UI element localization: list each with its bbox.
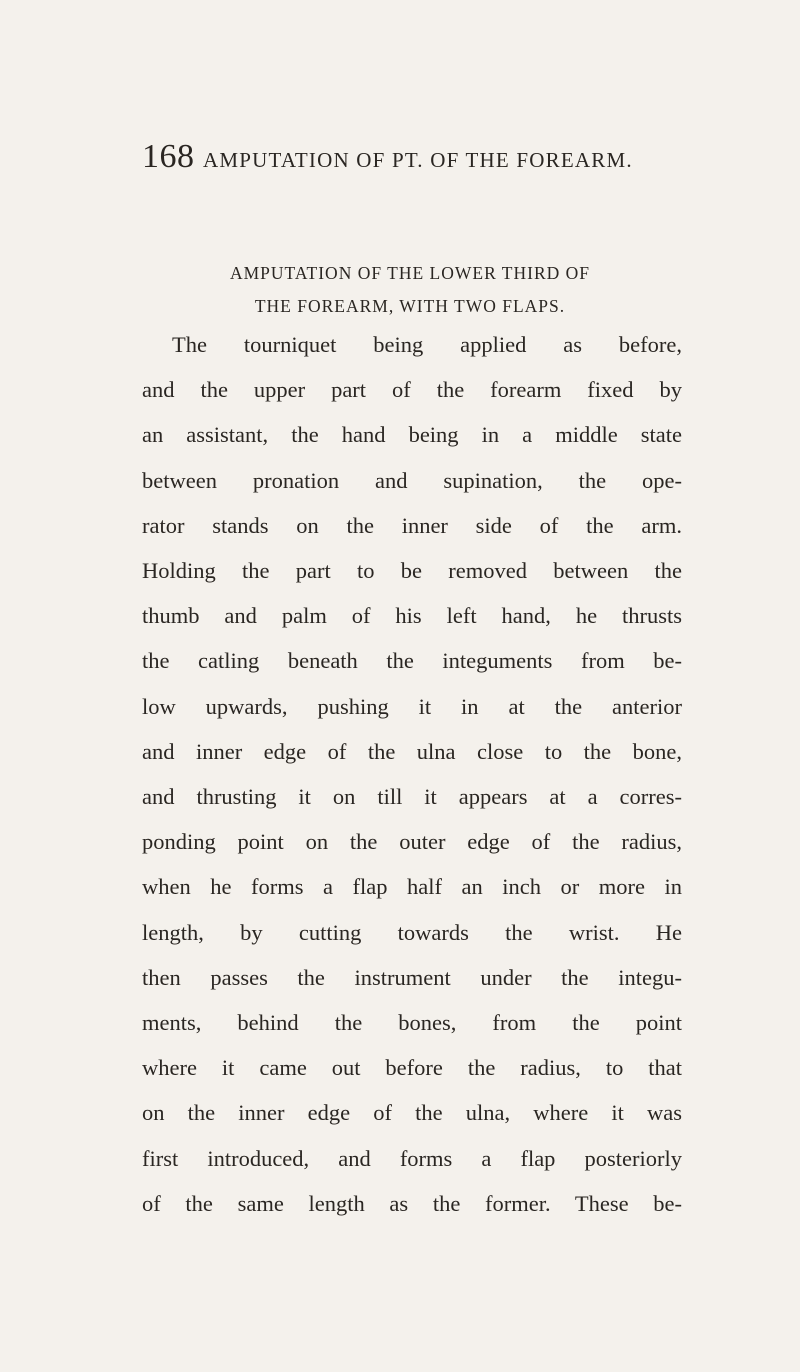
paragraph-line: the catling beneath the integuments from be-	[142, 648, 682, 674]
paragraph-line: and inner edge of the ulna close to the bone,	[142, 738, 682, 764]
paragraph-line: ponding point on the outer edge of the radius,	[142, 829, 682, 855]
paragraph-line: low upwards, pushing it in at the anterior	[142, 693, 682, 719]
paragraph-line: then passes the instrument under the integu-	[142, 964, 682, 990]
paragraph-line: thumb and palm of his left hand, he thrusts	[142, 603, 682, 629]
paragraph-line: an assistant, the hand being in a middle state	[142, 422, 682, 448]
paragraph-line: Holding the part to be removed between the	[142, 558, 682, 584]
section-heading-line: AMPUTATION OF THE LOWER THIRD OF	[229, 263, 591, 283]
paragraph-line: between pronation and supination, the ope-	[142, 467, 682, 493]
running-title: AMPUTATION OF PT. OF THE FOREARM.	[203, 148, 633, 172]
paragraph-line: length, by cutting towards the wrist. He	[142, 919, 682, 945]
body-paragraph	[142, 322, 682, 1226]
paragraph-line: on the inner edge of the ulna, where it was	[142, 1100, 682, 1126]
paragraph-line: first introduced, and forms a flap posteriorly	[142, 1145, 682, 1171]
paragraph-line: and the upper part of the forearm fixed by	[142, 377, 682, 403]
paragraph-line: of the same length as the former. These be-	[142, 1190, 682, 1216]
paragraph-line: ments, behind the bones, from the point	[142, 1010, 682, 1036]
paragraph-line: when he forms a flap half an inch or more in	[142, 874, 682, 900]
paragraph-line: and thrusting it on till it appears at a corres-	[142, 784, 682, 810]
page-number: 168	[142, 138, 195, 175]
running-head	[142, 138, 633, 176]
paragraph-line: The tourniquet being applied as before,	[172, 332, 682, 357]
section-heading	[142, 257, 678, 323]
paragraph-line: rator stands on the inner side of the arm.	[142, 512, 682, 538]
paragraph-line: where it came out before the radius, to that	[142, 1055, 682, 1081]
section-heading-line: THE FOREARM, WITH TWO FLAPS.	[254, 296, 566, 316]
